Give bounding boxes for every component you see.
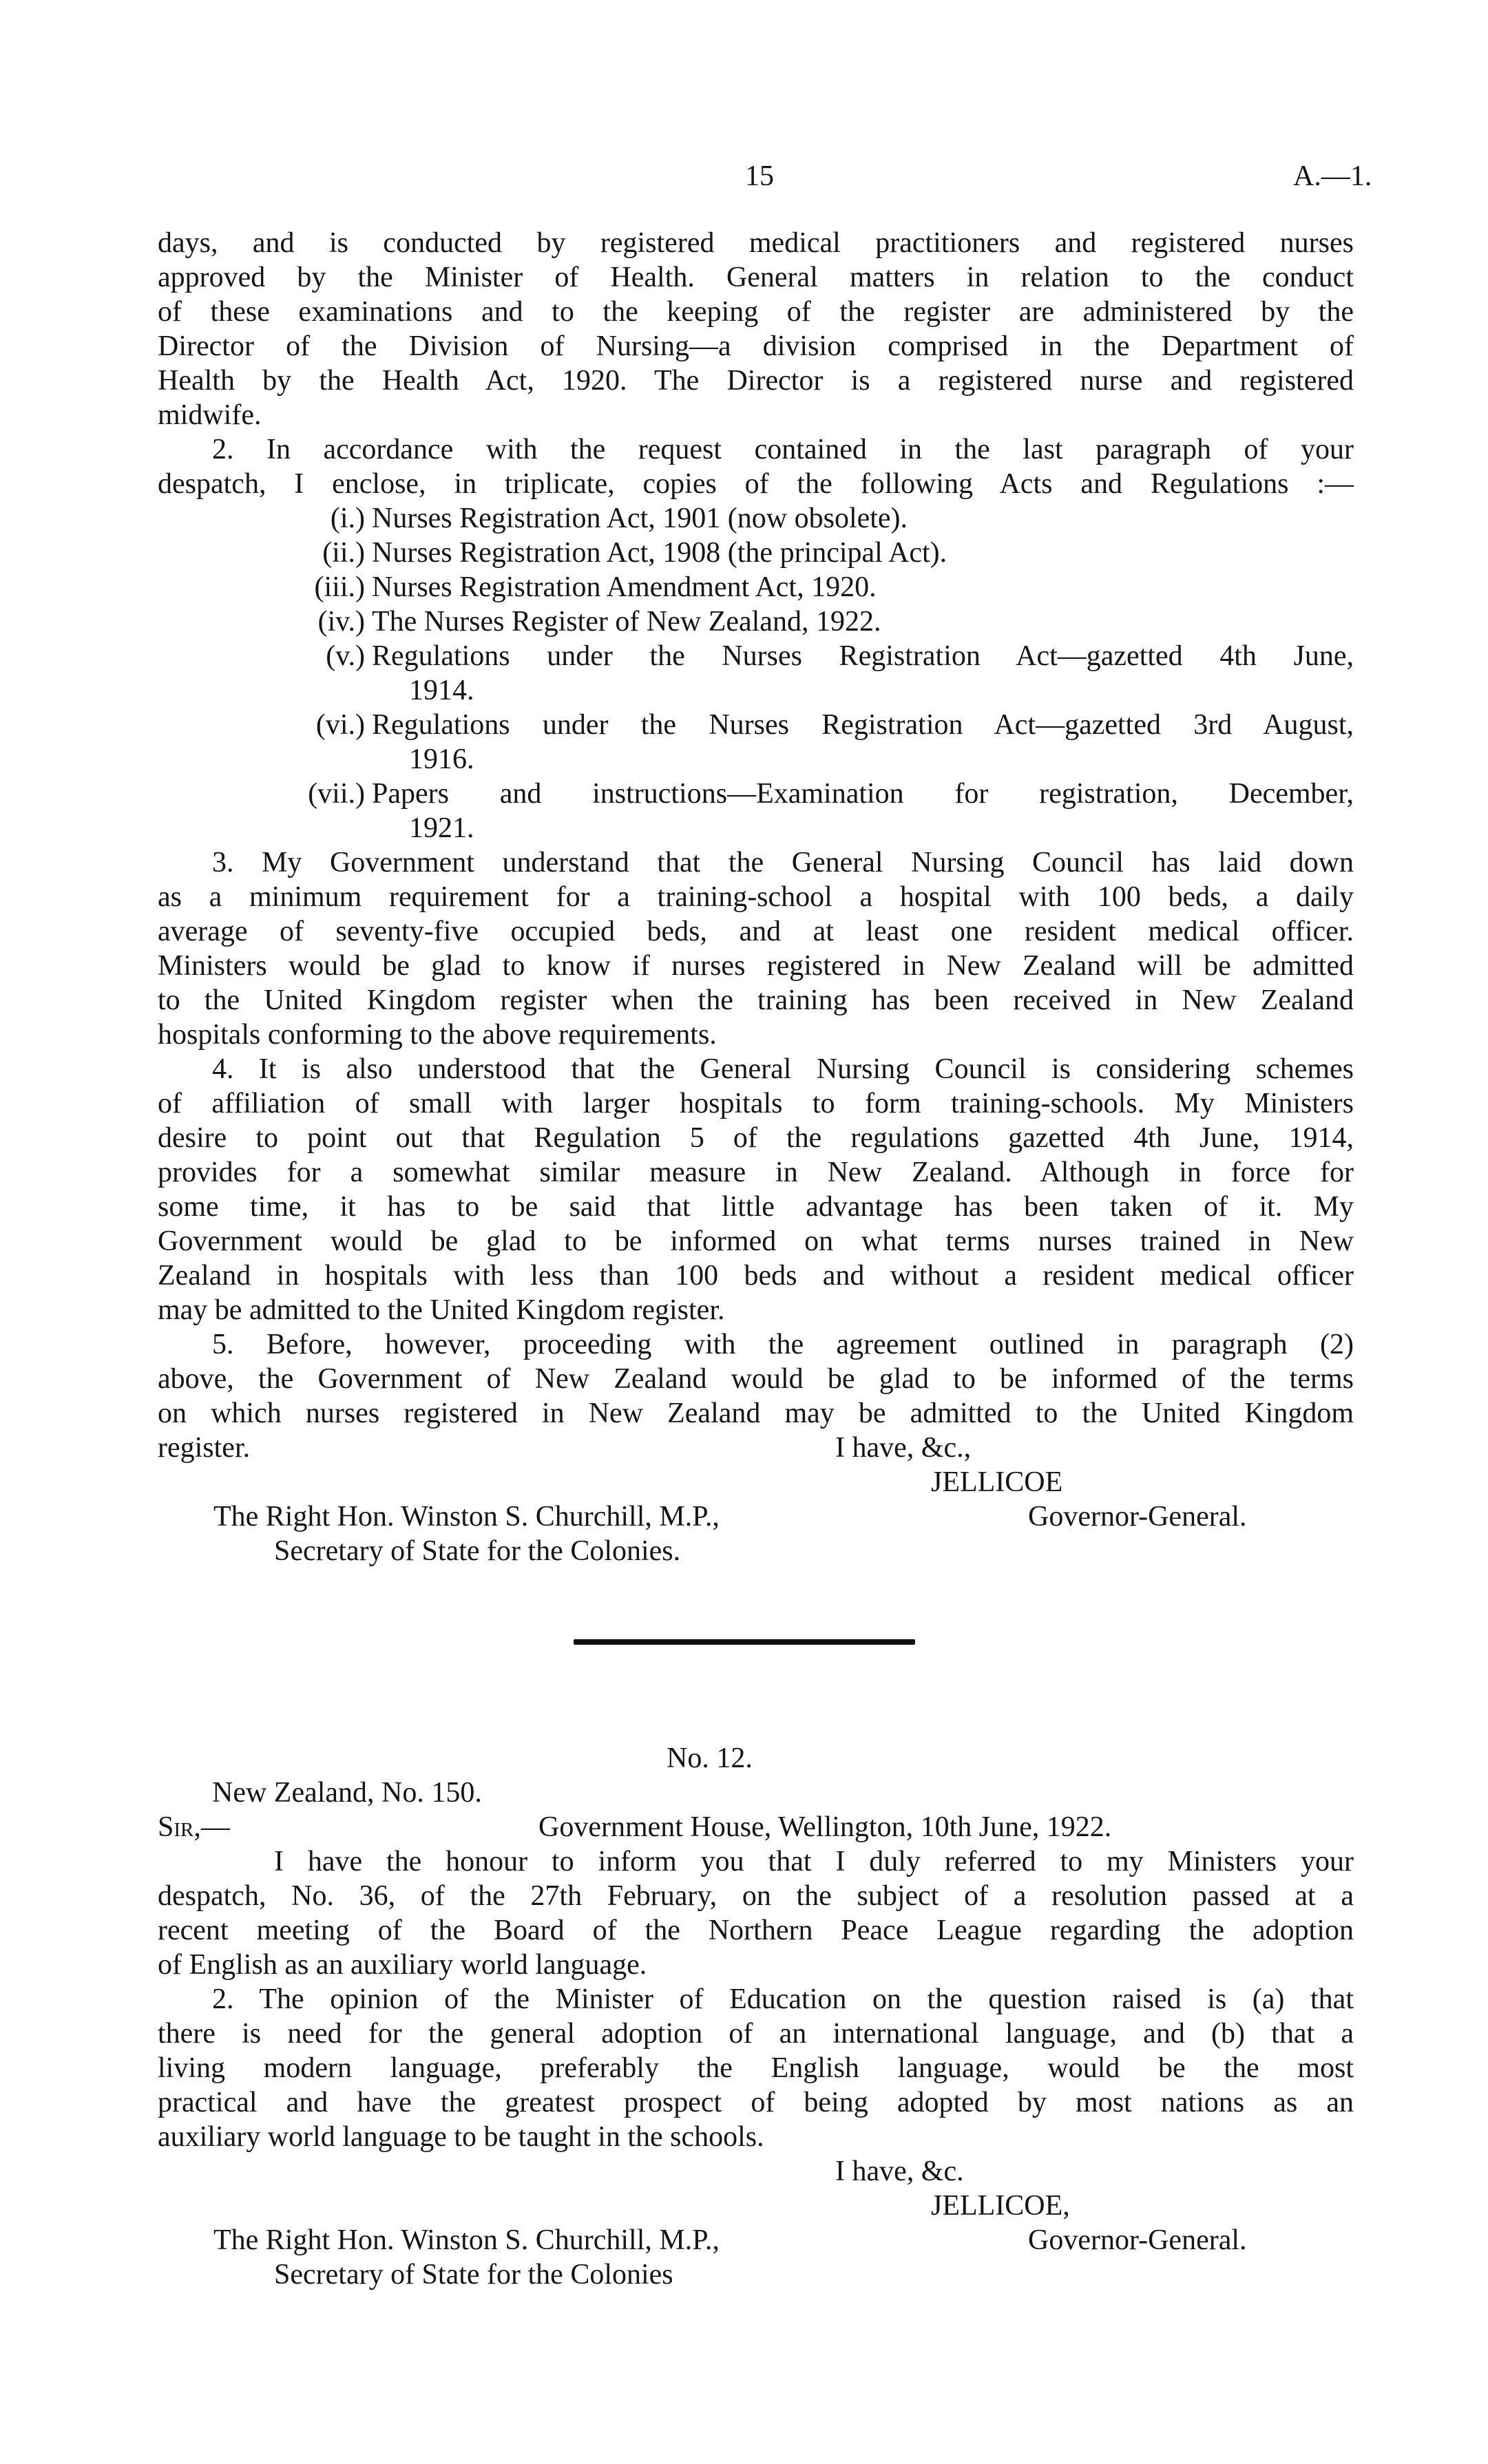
list-number: (vii.) (308, 778, 365, 810)
signature: JELLICOE, (931, 2190, 1070, 2222)
list-number: (iv.) (317, 606, 365, 638)
list-text-continuation: 1916. (409, 744, 474, 775)
body-line: midwife. (158, 399, 262, 431)
closing: I have, &c., (835, 1432, 972, 1464)
signatory-title: Governor-General. (1028, 2224, 1247, 2256)
body-line: living modern language, preferably the English language, would be the most (158, 2052, 1354, 2084)
addressee-title: Secretary of State for the Colonies. (274, 1535, 681, 1567)
section-divider (574, 1639, 915, 1645)
body-line: to the United Kingdom register when the training has been received in New Zealand (158, 984, 1354, 1016)
document-reference: A.—1. (1293, 160, 1372, 192)
body-line: of English as an auxiliary world language. (158, 1949, 647, 1981)
signature: JELLICOE (931, 1466, 1063, 1498)
body-line: some time, it has to be said that little advantage has been taken of it. My (158, 1191, 1354, 1223)
body-line: as a minimum requirement for a training-school a hospital with 100 beds, a daily (158, 881, 1354, 913)
body-line: Health by the Health Act, 1920. The Director is a registered nurse and registered (158, 365, 1354, 397)
page-number: 15 (745, 160, 774, 192)
body-line: there is need for the general adoption of an international language, and (b) that a (158, 2018, 1354, 2050)
list-number: (ii.) (322, 537, 365, 569)
addressee: The Right Hon. Winston S. Churchill, M.P., (213, 2224, 720, 2256)
list-text: Regulations under the Nurses Registration Act—gazetted 4th June, (372, 640, 1354, 672)
list-text-continuation: 1914. (409, 675, 474, 706)
paragraph-1-first-line: I have the honour to inform you that I duly referred to my Ministers your (274, 1846, 1354, 1877)
body-line: above, the Government of New Zealand would be glad to be informed of the terms (158, 1363, 1354, 1395)
paragraph-4-first-line: 4. It is also understood that the General Nursing Council is considering schemes (212, 1053, 1354, 1085)
body-line: average of seventy-five occupied beds, and at least one resident medical officer. (158, 916, 1354, 947)
body-line: desire to point out that Regulation 5 of the regulations gazetted 4th June, 1914, (158, 1122, 1354, 1154)
body-line: provides for a somewhat similar measure in New Zealand. Although in force for (158, 1157, 1354, 1188)
body-line: of affiliation of small with larger hospitals to form training-schools. My Ministers (158, 1088, 1354, 1119)
body-line: days, and is conducted by registered medical practitioners and registered nurses (158, 227, 1354, 259)
list-number: (vi.) (315, 709, 365, 741)
list-number: (v.) (326, 640, 365, 672)
dateline: Government House, Wellington, 10th June, 1922. (538, 1811, 1112, 1843)
body-line: Government would be glad to be informed on what terms nurses trained in New (158, 1225, 1354, 1257)
body-line: Zealand in hospitals with less than 100 beds and without a resident medical officer (158, 1260, 1354, 1292)
addressee: The Right Hon. Winston S. Churchill, M.P., (213, 1501, 720, 1533)
paragraph-3-first-line: 3. My Government understand that the General Nursing Council has laid down (212, 847, 1354, 878)
body-line: auxiliary world language to be taught in the schools. (158, 2121, 764, 2153)
list-number: (iii.) (314, 571, 365, 603)
body-line: register. (158, 1432, 251, 1464)
salutation: Sir,— (158, 1811, 230, 1843)
signatory-title: Governor-General. (1028, 1501, 1247, 1533)
body-line: despatch, No. 36, of the 27th February, on the subject of a resolution passed at a (158, 1880, 1354, 1912)
list-number: (i.) (330, 503, 365, 534)
closing: I have, &c. (835, 2156, 964, 2187)
body-line: despatch, I enclose, in triplicate, copies of the following Acts and Regulations :— (158, 468, 1354, 500)
letter-heading: No. 12. (667, 1742, 753, 1774)
body-line: hospitals conforming to the above requirements. (158, 1019, 717, 1051)
body-line: may be admitted to the United Kingdom register. (158, 1294, 725, 1326)
list-text-continuation: 1921. (409, 812, 474, 844)
body-line: Director of the Division of Nursing—a division comprised in the Department of (158, 330, 1354, 362)
body-line: practical and have the greatest prospect of being adopted by most nations as an (158, 2087, 1354, 2118)
paragraph-2-first-line: 2. The opinion of the Minister of Education on the question raised is (a) that (212, 1983, 1354, 2015)
body-line: recent meeting of the Board of the Northern Peace League regarding the adoption (158, 1915, 1354, 1946)
paragraph-5-first-line: 5. Before, however, proceeding with the agreement outlined in paragraph (2) (212, 1329, 1354, 1360)
list-text: Nurses Registration Amendment Act, 1920. (372, 571, 877, 603)
list-text: Nurses Registration Act, 1901 (now obsolete). (372, 503, 908, 534)
body-line: Ministers would be glad to know if nurses registered in New Zealand will be admitted (158, 950, 1354, 982)
list-text: Papers and instructions—Examination for registration, December, (372, 778, 1354, 810)
body-line: on which nurses registered in New Zealand may be admitted to the United Kingdom (158, 1398, 1354, 1429)
list-text: The Nurses Register of New Zealand, 1922. (372, 606, 881, 638)
paragraph-2-first-line: 2. In accordance with the request contained in the last paragraph of your (212, 434, 1354, 465)
list-text: Regulations under the Nurses Registration Act—gazetted 3rd August, (372, 709, 1354, 741)
despatch-reference: New Zealand, No. 150. (212, 1777, 482, 1809)
list-text: Nurses Registration Act, 1908 (the principal Act). (372, 537, 947, 569)
body-line: approved by the Minister of Health. General matters in relation to the conduct (158, 262, 1354, 293)
addressee-title: Secretary of State for the Colonies (274, 2259, 673, 2291)
body-line: of these examinations and to the keeping of the register are administered by the (158, 296, 1354, 328)
